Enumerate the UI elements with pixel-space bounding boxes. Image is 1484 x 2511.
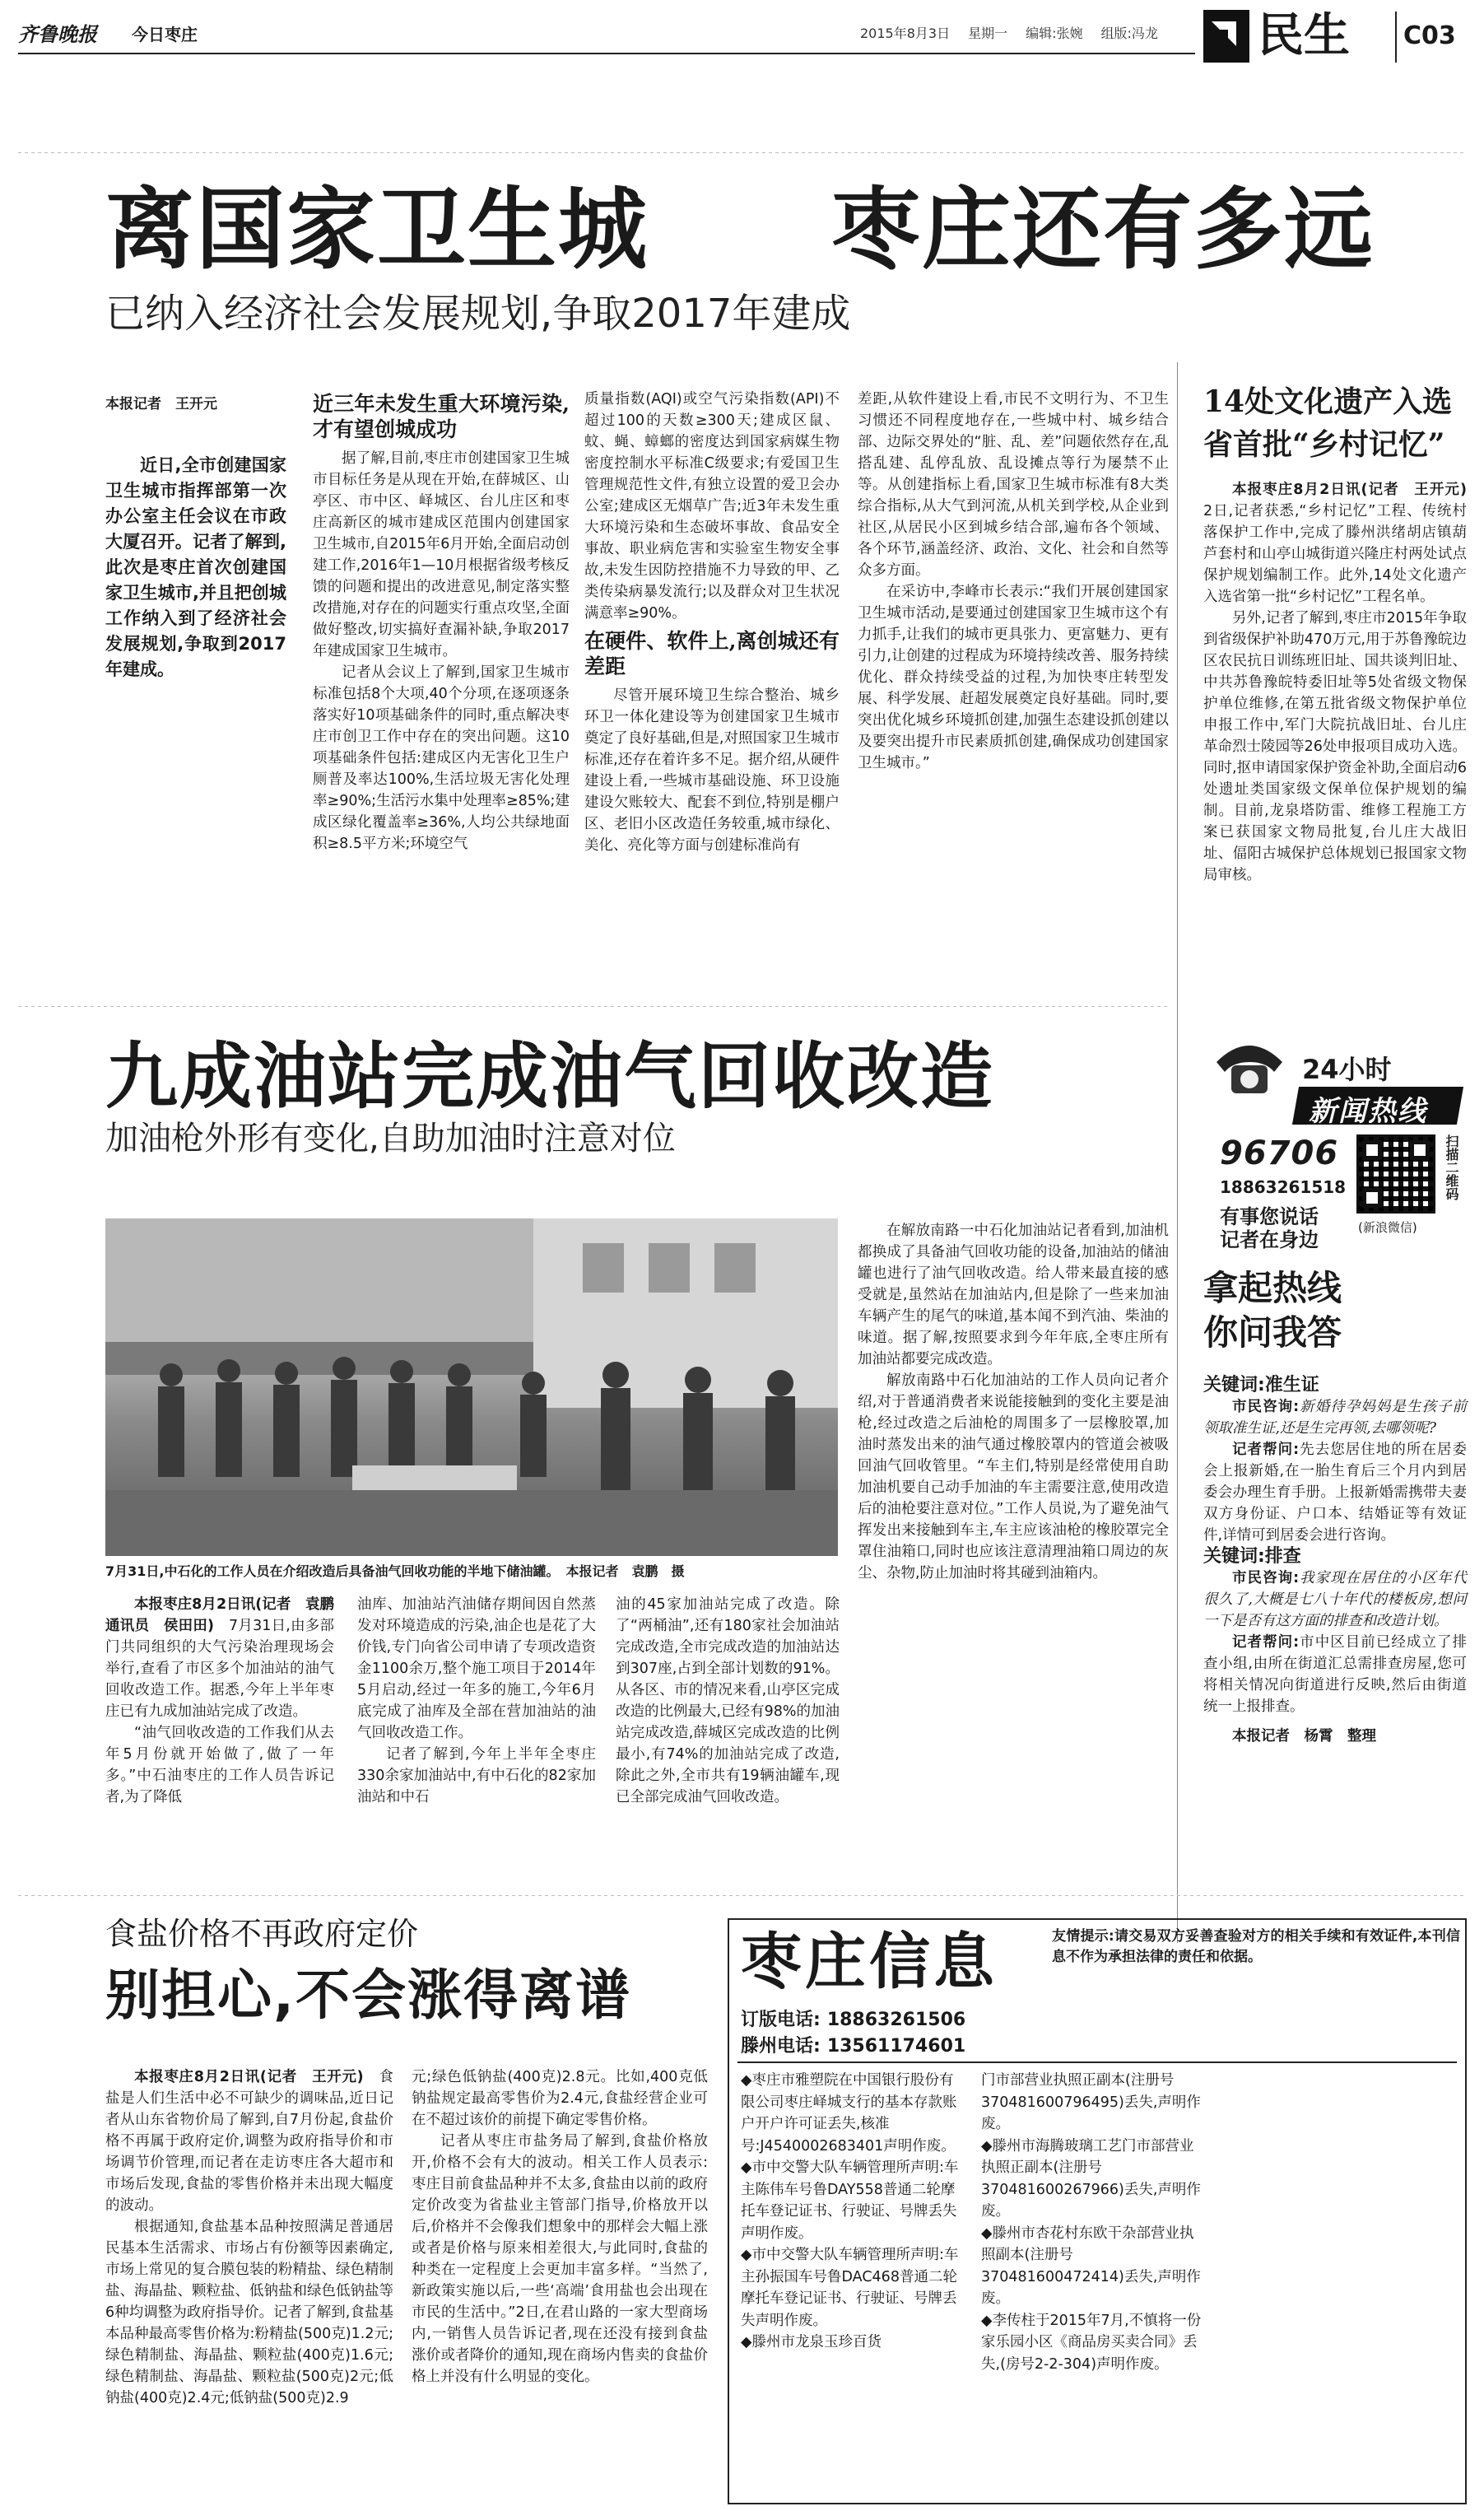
page-number: C03: [1403, 21, 1456, 50]
gas-top-rule: [18, 1006, 1170, 1007]
editor-credit: 编辑:张婉: [1026, 26, 1083, 41]
lead-col4-p2: 在采访中,李峰市长表示:“我们开展创建国家卫生城市活动,是要通过创建国家卫生城市这个有力抓手,让我们的城市更具张力、更富魅力、更有引力,让创建的过程成为环境持续改善、服务持续优化、群众持续受益的过程,为加快枣庄转型发展、科学发展、赶超发展奠定良好基础。同时,要突出优化城乡环境抓创建,加强生态建设抓创建以及要突出提升市民素质抓创建,确保成功创建国家卫生城市。”: [858, 584, 1169, 771]
classified-col-1: ◆枣庄市雅塑院在中国银行股份有限公司枣庄峄城支行的基本存款账户开户许可证丢失,核准号:J4540002683401声明作废。 ◆市中交警大队车辆管理所声明:车主陈伟车号鲁DAY558普通二轮摩托车登记证书、行驶证、号牌丢失声明作废。 ◆市中交警大队车辆管理所声明:车主孙振国车号鲁DAC468普通二轮摩托车登记证书、行驶证、号牌丢失声明作废。 ◆滕州市龙泉玉珍百货: [741, 2072, 959, 2350]
lead-col2-p1: 据了解,目前,枣庄市创建国家卫生城市目标任务是从现在开始,在薛城区、山亭区、市中区、峄城区、台儿庄区和枣庄高新区的城市建成区范围内创建国家卫生城市,自2015年6月开始,全面启动创建工作,2016年1—10月根据省级考核反馈的问题和提出的改进意见,制定落实整改措施,对存在的问题实行重点攻坚,全面做好整改,切实搞好查漏补缺,争取2017年建成国家卫生城市。: [313, 450, 570, 659]
gas-bottom-col-2: [357, 1594, 596, 1940]
hotline-box: [1203, 1029, 1467, 1251]
masthead-rule: [18, 53, 1195, 54]
salt-c1-p2: 根据通知,食盐基本品种按照满足普通居民基本生活需求、市场占有份额等因素确定,市场上常见的复合膜包装的粉精盐、绿色精制盐、海晶盐、颗粒盐、低钠盐和绿色低钠盐等6种均调整为政府指导价。记者了解到,食盐基本品种最高零售价格为:粉精盐(500克)1.2元;绿色精制盐、海晶盐、颗粒盐(400克)1.6元;绿色精制盐、海晶盐、颗粒盐(500克)2元;低钠盐(400克)2.4元;低钠盐(500克)2.9: [105, 2219, 393, 2406]
lead-intro: 近日,全市创建国家卫生城市指挥部第一次办公室主任会议在市政大厦召开。记者了解到,此次是枣庄首次创建国家卫生城市,并且把创城工作纳入到了经济社会发展规划,争取到2017年建成。: [105, 455, 286, 679]
gas-headline: 九成油站完成油气回收改造: [105, 1034, 995, 1119]
lead-col3-subhead: 在硬件、软件上,离创城还有差距: [584, 629, 840, 678]
lead-col-1: [105, 394, 286, 739]
heritage-p1-text: 2日,记者获悉,“乡村记忆”工程、传统村落保护工作中,完成了滕州洪绪胡店镇葫芦套村和山亭山城街道兴隆庄村两处试点保护规划编制工作。此外,14处文化遗产入选省第一批“乡村记忆”工程名单。: [1203, 503, 1467, 605]
section-badge: [1203, 10, 1249, 63]
salt-col-1: [105, 2066, 393, 2503]
hotline-short-number: 96706: [1220, 1134, 1339, 1172]
paper-name: 齐鲁晚报: [18, 22, 97, 46]
masthead-info: [860, 23, 1158, 42]
section-arrow-icon: [1203, 10, 1249, 63]
hotline-phone: 18863261518: [1220, 1177, 1347, 1197]
gas-b2-p2: 记者了解到,今年上半年全枣庄330余家加油站中,有中石化的82家加油站和中石: [357, 1746, 596, 1805]
qa-body: [1203, 1375, 1467, 1968]
classified-phone-1-label: 订版电话:: [741, 2010, 821, 2030]
salt-c2-p2: 记者从枣庄市盐务局了解到,食盐价格放开,价格不会有大的波动。相关工作人员表示:枣庄目前食盐品种并不太多,食盐由以前的政府定价改变为省盐业主管部门指导,价格放开以后,价格并不会像我们想象中的那样会大幅上涨或者是价格与原来相差很大,与此同时,食盐的种类在一定程度上会更加丰富多样。“当然了,新政策实施以后,一些‘高端’食用盐也会出现在市民的生活中。”2日,在君山路的一家大型商场内,一销售人员告诉记者,现在还没有接到食盐涨价或者降价的通知,现在商场内售卖的食盐价格上并没有什么明显的变化。: [412, 2133, 708, 2385]
qr-caption: (新浪微信): [1358, 1220, 1417, 1235]
salt-headline: 别担心,不会涨得离谱: [105, 1964, 632, 2027]
classified-notice: 友情提示:请交易双方妥善查验对方的相关手续和有效证件,本刊信息不作为承担法律的责任和依据。: [1052, 1928, 1460, 1965]
section-divider: [1395, 12, 1397, 63]
lead-col2-subhead: 近三年未发生重大环境污染,才有望创城成功: [313, 392, 570, 441]
classified-col-2: 门市部营业执照正副本(注册号370481600796495)丢失,声明作废。 ◆滕州市海腾玻璃工艺门市部营业执照正副本(注册号370481600267966)丢失,声明作废。 ◆滕州市杏花村东欧干杂部营业执照副本(注册号370481600472414)丢失,声明作废。 ◆李传柱于2015年7月,不慎将一份家乐园小区《商品房买卖合同》丢失,(房号2-2-304)声明作废。: [981, 2072, 1202, 2373]
photo-crowd-icon: [105, 1218, 838, 1556]
top-dotted-rule: [18, 152, 1467, 153]
qa-answer-1: [1203, 1439, 1467, 1546]
classified-phone-2: [741, 2032, 965, 2057]
salt-c1-text: 食盐是人们生活中必不可缺少的调味品,近日记者从山东省物价局了解到,自7月份起,食盐价格不再属于政府定价,调整为政府指导价和市场调节价管理,而记者在走访枣庄各大超市和市场后发现,食盐的零售价格并未出现大幅度的波动。: [105, 2069, 393, 2214]
qr-code: [1356, 1134, 1435, 1214]
lead-col3-p1: 质量指数(AQI)或空气污染指数(API)不超过100的天数≥300天;建成区鼠、蚊、蝇、蟑螂的密度达到国家病媒生物密度控制水平标准C级要求;有爱国卫生管理规范性文件,有独立设置的爱卫会办公室;建成区无烟草广告;近3年未发生重大环境污染和生态破坏事故、食品安全事故、职业病危害和实验室生物安全事故,未发生因防控措施不力导致的甲、乙类传染病暴发流行;以及群众对卫生状况满意率≥90%。: [584, 391, 840, 622]
section-title: 民生: [1258, 9, 1350, 63]
qa-a1-text: 先去您居住地的所在居委会上报新婚,在一胎生育后三个月内到居委会办理生育手册。上报新婚需携带夫妻双方身份证、户口本、结婚证等有效证件,详情可到居委会进行咨询。: [1203, 1442, 1468, 1544]
gas-right-p2: 解放南路中石化加油站的工作人员向记者介绍,对于普通消费者来说能接触到的变化主要是油枪,经过改造之后油枪的周围多了一层橡胶罩,加油时蒸发出来的油气通过橡胶罩内的管道会被吸回油气回收管里。“车主们,特别是经常使用自助加油机要自己动手加油的车主需要注意,使用改造后的油枪要注意对位。”工作人员说,为了避免油气挥发出来接触到车主,车主应该油枪的橡胶罩完全罩住油箱口,同时也应该注意清理油箱口周边的灰尘、杂物,防止加油时将其碰到油箱内。: [858, 1372, 1169, 1582]
classified-title: 枣庄信息: [741, 1926, 998, 1997]
lead-col-2: [313, 387, 570, 955]
classified-phone-2-label: 滕州电话:: [741, 2036, 821, 2057]
heritage-p1: [1203, 479, 1467, 608]
salt-col-2: [412, 2066, 708, 2503]
qa-title-1: 拿起热线: [1203, 1268, 1342, 1308]
heritage-headline: 14处文化遗产入选省首批“乡村记忆”: [1203, 384, 1453, 462]
hotline-slogan-1: 有事您说话: [1220, 1205, 1319, 1228]
lead-col3-p2: 尽管开展环境卫生综合整治、城乡环卫一体化建设等为创建国家卫生城市奠定了良好基础,但是,对照国家卫生城市标准,还存在着许多不足。据介绍,从硬件建设上看,一些城市基础设施、环卫设施建设欠账较大、配套不到位,特别是棚户区、老旧小区改造任务较重,城市绿化、美化、亮化等方面与创建标准尚有: [584, 687, 840, 854]
lead-subhead: 已纳入经济社会发展规划,争取2017年建成: [105, 291, 851, 337]
gas-station-photo: [105, 1218, 838, 1556]
layout-credit: 组版:冯龙: [1100, 26, 1158, 41]
classified-phone-2-number: 13561174601: [826, 2036, 966, 2057]
edition-label: 今日枣庄: [132, 25, 198, 44]
qa-a2-text: 市中区目前已经成立了排查小组,由所在街道汇总需排查房屋,您可将相关情况向街道进行反映,然后由街道统一上报排查。: [1203, 1634, 1468, 1715]
gas-b1-p1: [105, 1594, 349, 1722]
classified-phone-1: [741, 2006, 965, 2031]
qa-title-2: 你问我答: [1203, 1312, 1342, 1353]
qa-q1-text: 新婚待孕妈妈是生孩子前领取准生证,还是生完再领,去哪领呢?: [1203, 1399, 1468, 1437]
lead-headline-left: 离国家卫生城: [105, 179, 649, 282]
lead-reporter: 本报记者 王开元: [105, 396, 217, 412]
gas-b3-p1: 油的45家加油站完成了改造。除了“两桶油”,还有180家社会加油站完成改造,全市完成改造的加油站达到307座,占到全部计划数的91%。从各区、市的情况来看,山亭区完成改造的比例最大,已经有98%的加油站完成改造,薛城区完成改造的比例最小,有74%的加油站完成了改造,除此之外,全市共有19辆油罐车,现已全部完成油气回收改造。: [616, 1596, 840, 1805]
qa-a2-label: 记者帮问:: [1232, 1634, 1300, 1651]
qa-q2-text: 我家现在居住的小区年代很久了,大概是七八十年代的楼板房,想问一下是否有这方面的排查和改造计划。: [1203, 1570, 1468, 1629]
classified-phone-1-number: 18863261506: [826, 2010, 966, 2030]
hotline-24h: 24小时: [1302, 1054, 1392, 1085]
lead-col-3: [584, 389, 840, 957]
lead-col-4: [858, 389, 1169, 957]
qa-answer-2: [1203, 1632, 1467, 1717]
classified-box: [728, 1918, 1467, 2504]
hotline-slogan-2: 记者在身边: [1220, 1228, 1319, 1251]
qa-q2-label: 市民咨询:: [1232, 1570, 1300, 1586]
salt-byline: 本报枣庄8月2日讯(记者 王开元): [134, 2069, 364, 2085]
salt-c2-p1: 元;绿色低钠盐(400克)2.8元。比如,400克低钠盐规定最高零售价为2.4元,食盐经营企业可在不超过该价的前提下确定零售价格。: [412, 2069, 708, 2128]
gas-b1-p2: “油气回收改造的工作我们从去年5月份就开始做了,做了一年多。”中石油枣庄的工作人员告诉记者,为了降低: [105, 1725, 334, 1805]
gas-photo-caption: 7月31日,中石化的工作人员在介绍改造后具备油气回收功能的半地下储油罐。 本报记者 袁鹏 摄: [105, 1563, 685, 1579]
telephone-icon: [1208, 1029, 1291, 1100]
gas-b2-p1: 油库、加油站汽油储存期间因自然蒸发对环境造成的污染,油企也是花了大价钱,专门向省公司申请了专项改造资金1100余万,整个施工项目于2014年5月启动,经过一年多的施工,今年6月底完成了油库及全部在营加油站的油气回收改造工作。: [357, 1596, 596, 1741]
lead-headline-right: 枣庄还有多远: [831, 179, 1375, 282]
qa-question-2: [1203, 1568, 1467, 1632]
qa-keyword-1: 关键词:准生证: [1203, 1375, 1319, 1395]
qa-a1-label: 记者帮问:: [1232, 1442, 1300, 1458]
issue-date: 2015年8月3日: [860, 26, 951, 41]
lead-col2-p2: 记者从会议上了解到,国家卫生城市标准包括8个大项,40个分项,在逐项逐条落实好10项基础条件的同时,重点解决枣庄市创卫工作中存在的突出问题。这10项基础条件包括:建成区内无害化卫生户厕普及率达100%,生活垃圾无害化处理率≥90%;生活污水集中处理率≥85%;建成区绿化覆盖率≥36%,人均公共绿地面积≥8.5平方米;环境空气: [313, 664, 570, 852]
gas-right-p1: 在解放南路一中石化加油站记者看到,加油机都换成了具备油气回收功能的设备,加油站的储油罐也进行了油气回收改造。给人带来最直接的感受就是,虽然站在加油站内,但是除了一些来加油车辆产生的尾气的味道,基本闻不到汽油、柴油的味道。据了解,按照要求到今年年底,全枣庄所有加油站都要完成改造。: [858, 1223, 1169, 1367]
hotline-news-label: 新闻热线: [1309, 1095, 1427, 1128]
gas-byline: 本报枣庄8月2日讯(记者 袁鹏 通讯员 侯田田): [105, 1596, 349, 1634]
heritage-byline: 本报枣庄8月2日讯(记者 王开元): [1232, 482, 1467, 498]
qa-reporter: 本报记者 杨霄 整理: [1232, 1728, 1376, 1745]
gas-b1-text: 7月31日,由多部门共同组织的大气污染治理现场会举行,查看了市区多个加油站的油气回收改造工作。据悉,今年上半年枣庄已有九成加油站完成了改造。: [105, 1618, 335, 1720]
heritage-p2: 另外,记者了解到,枣庄市2015年争取到省级保护补助470万元,用于苏鲁豫皖边区农民抗日训练班旧址、国共谈判旧址、中共苏鲁豫皖特委旧址等5处省级文物保护单位维修,在第五批省级文物保护单位申报工作中,军门大院抗战旧址、台儿庄革命烈士陵园等26处申报项目成功入选。同时,抠申请国家保护资金补助,全面启动6处遗址类国家级文保单位保护规划的编制。目前,龙泉塔防雷、维修工程施工方案已获国家文物局批复,台儿庄大战旧址、偪阳古城保护总体规划已报国家文物局审核。: [1203, 610, 1467, 883]
lead-col4-p1: 差距,从软件建设上看,市民不文明行为、不卫生习惯还不同程度地存在,一些城中村、城乡结合部、边际交界处的“脏、乱、差”问题依然存在,乱搭乱建、乱停乱放、乱设摊点等行为屡禁不止等。从创建指标上看,国家卫生城市标准有8大类综合指标,从大气到河流,从机关到学校,从企业到社区,从居民小区到城乡结合部,遍布各个领域、各个环节,涵盖经济、政治、文化、社会和自然等众多方面。: [858, 391, 1169, 579]
gas-right-col: [858, 1220, 1169, 1945]
gas-subhead: 加油枪外形有变化,自助加油时注意对位: [105, 1120, 676, 1158]
salt-top-rule: [18, 1895, 1467, 1896]
heritage-body: [1203, 479, 1467, 957]
qa-keyword-2: 关键词:排查: [1203, 1546, 1301, 1567]
issue-weekday: 星期一: [968, 26, 1008, 41]
qa-question-1: [1203, 1396, 1467, 1439]
gas-bottom-col-3: [616, 1594, 840, 1940]
right-column-divider: [1177, 362, 1178, 1943]
salt-c1-p1: [105, 2066, 393, 2216]
salt-kicker: 食盐价格不再政府定价: [105, 1916, 419, 1952]
qr-side-label: 扫描二维码: [1444, 1134, 1459, 1200]
qa-q1-label: 市民咨询:: [1232, 1399, 1300, 1415]
classified-rule: [737, 2061, 1457, 2063]
